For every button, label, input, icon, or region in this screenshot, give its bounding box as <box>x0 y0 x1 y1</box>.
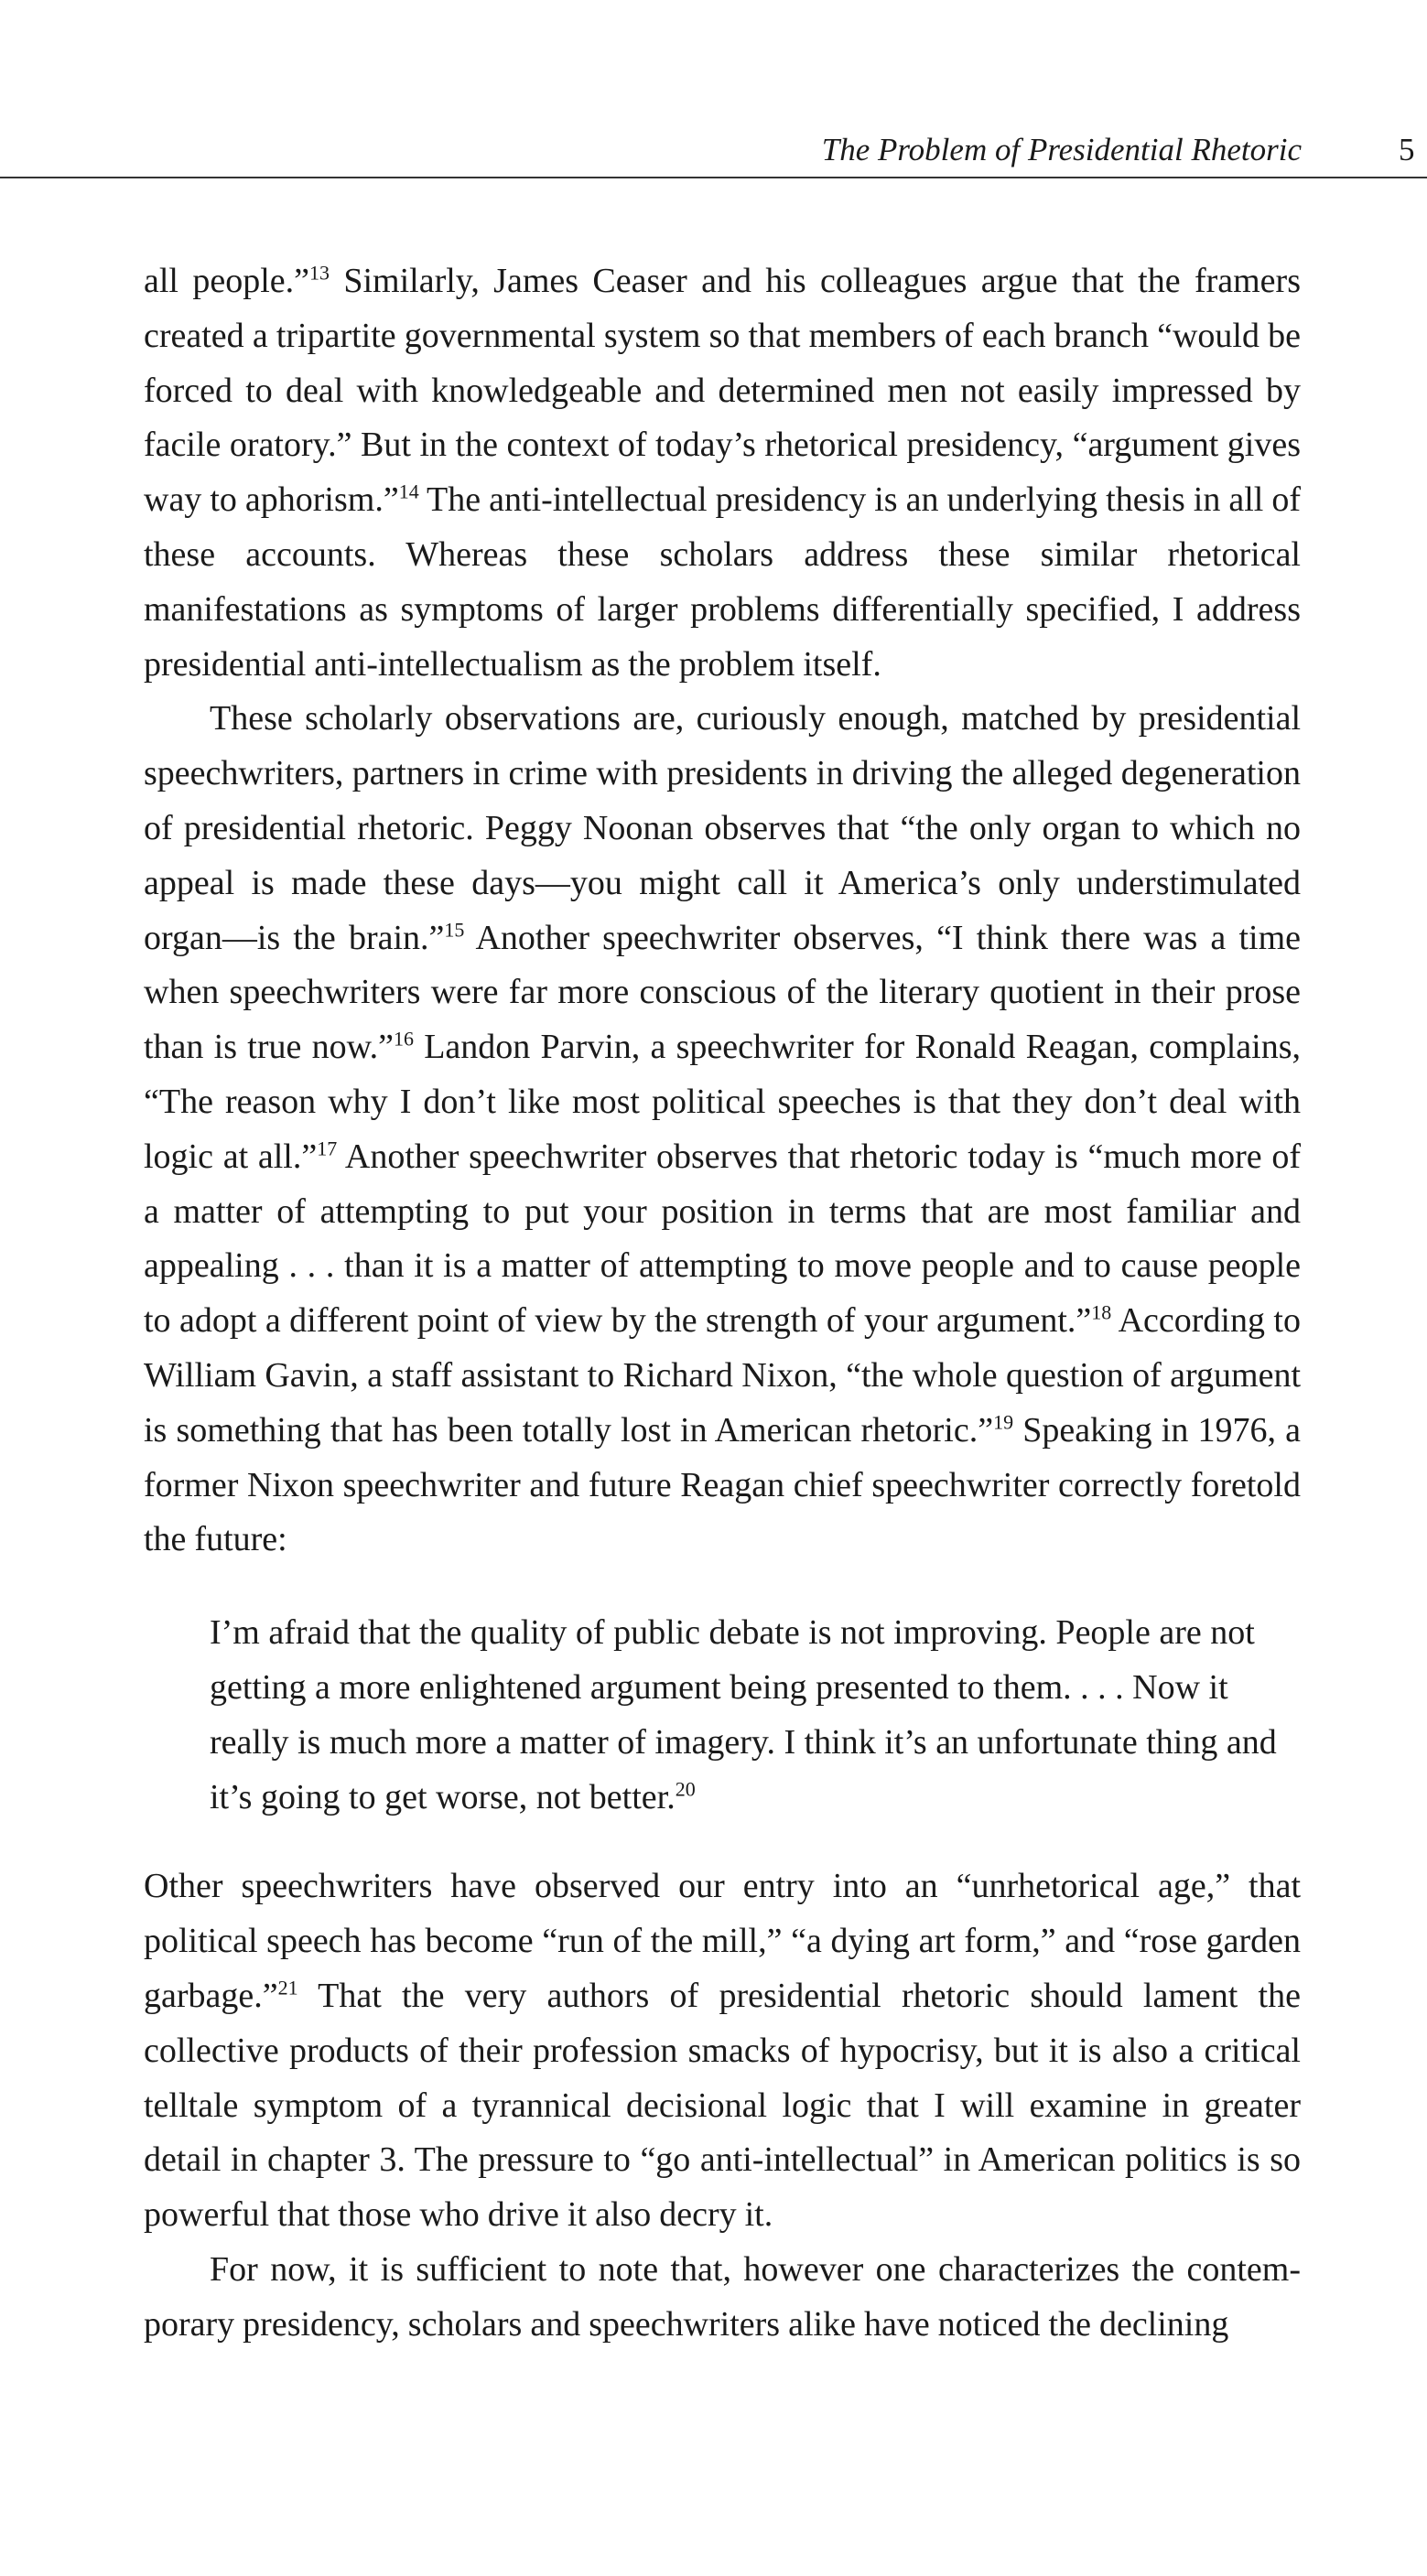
footnote-ref-18: 18 <box>1091 1300 1112 1324</box>
text-run: The anti-intellectual presidency is an underlying thesis in all of these accounts. Whereas these scholars address these similar rhetorical manifestations as symptoms of larger problems differentially specified, I address presidential anti-intellectualism as the problem itself. <box>144 480 1302 684</box>
text-run: That the very authors of presidential rhetoric should lament the collective products of their profession smacks of hypocrisy, but it is also a critical telltale symptom of a tyrannical decisional logic that I will examine in greater detail in chapter 3. The pressure to “go anti-intellectual” in American politics is so powerful that those who drive it also decry it. <box>144 1976 1301 2235</box>
text-run: Other speechwriters have observed our entry into an “unrhetorical age,” that political speech has become “run of the mill,” “a dying art form,” and “rose garden garbage.” <box>144 1867 1301 2015</box>
text-run: These scholarly observations are, curiously enough, matched by presidential speechwriters, partners in crime with presidents in driving the alleged degeneration of presidential rhetoric. Peggy Noonan observes that “the only organ to which no appeal is made these days—you might call it America’s only understimulated organ—is the brain.” <box>144 699 1301 957</box>
footnote-ref-14: 14 <box>398 480 419 503</box>
text-run: Similarly, James Ceaser and his colleagues argue that the framers created a tripartite governmental system so that members of each branch “would be forced to deal with knowledgeable and determined men not easily impressed by facile oratory.” But in the context of today’s rhetorical presidency, “argument gives way to aphorism.” <box>144 262 1301 520</box>
footnote-ref-20: 20 <box>675 1776 696 1800</box>
text-run: I’m afraid that the quality of public debate is not improving. People are not getting a more enlightened argument being presented to them. . . . Now it really is much more a matter of imagery. I think it’s an unfortunate thing and it’s going to get worse, not better. <box>210 1613 1277 1816</box>
paragraph-2 <box>144 692 1301 1568</box>
text-run: all people.” <box>144 262 309 300</box>
footnote-ref-16: 16 <box>393 1027 414 1051</box>
block-quote <box>210 1606 1301 1825</box>
page-number: 5 <box>1399 132 1415 167</box>
footnote-ref-21: 21 <box>277 1976 298 1999</box>
text-run: For now, it is sufficient to note that, however one characterizes the contemporary presidency, scholars and speechwriters alike have noticed the declining <box>144 2249 1301 2344</box>
paragraph-3 <box>144 1859 1301 2243</box>
text-run: According to William Gavin, a staff assistant to Richard Nixon, “the whole question of argument is something that has been totally lost in American rhetoric.” <box>144 1301 1301 1450</box>
body-text <box>144 254 1301 2352</box>
text-run: Another speechwriter observes, “I think there was a time when speechwriters were far more conscious of the literary quotient in their prose than is true now.” <box>144 918 1301 1067</box>
footnote-ref-15: 15 <box>444 917 465 941</box>
header-rule <box>0 177 1427 178</box>
running-head <box>0 132 1427 183</box>
text-run: Another speechwriter observes that rhetoric today is “much more of a matter of attempting to put your position in terms that are most familiar and appealing . . . than it is a matter of attempting to move people and to cause people to adopt a different point of view by the strength of your argument.” <box>144 1137 1302 1341</box>
text-run: Speaking in 1976, a former Nixon speechwriter and future Reagan chief speechwriter correctly foretold the future: <box>144 1410 1301 1559</box>
text-run: Landon Parvin, a speechwriter for Ronald Reagan, complains, “The reason why I don’t like most political speeches is that they don’t deal with logic at all.” <box>144 1028 1301 1176</box>
paragraph-1 <box>144 254 1301 692</box>
footnote-ref-17: 17 <box>317 1137 338 1160</box>
footnote-ref-13: 13 <box>309 261 330 285</box>
footnote-ref-19: 19 <box>993 1410 1014 1434</box>
running-title: The Problem of Presidential Rhetoric <box>821 132 1302 167</box>
paragraph-4 <box>144 2243 1301 2353</box>
